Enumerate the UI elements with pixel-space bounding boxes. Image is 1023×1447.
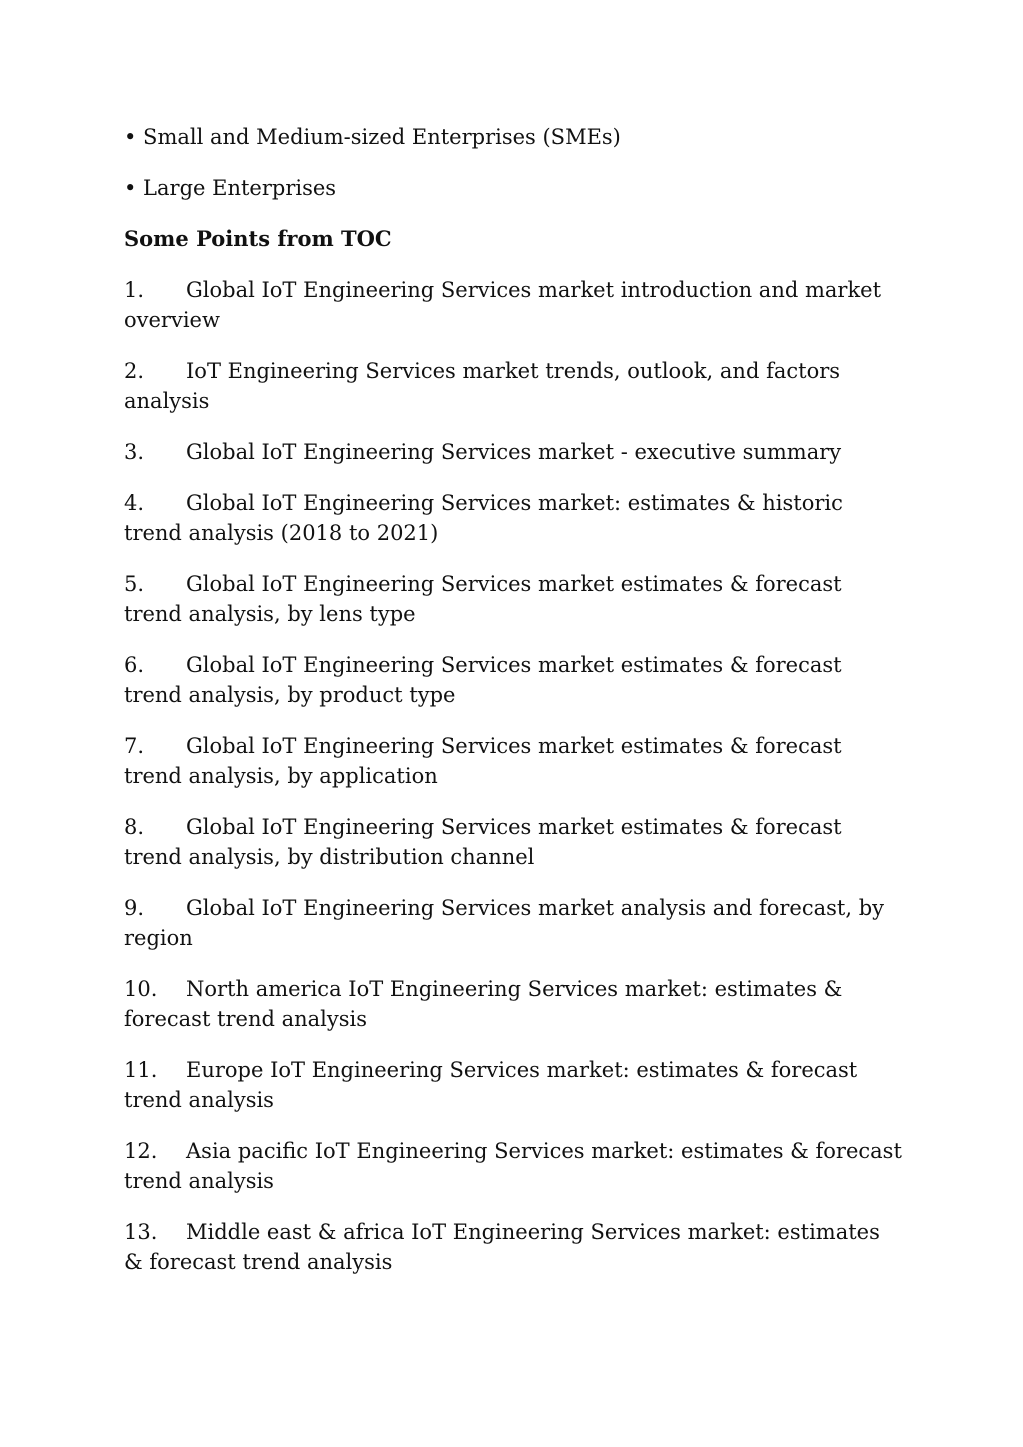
toc-item-13 xyxy=(124,1217,904,1277)
toc-item-6 xyxy=(124,650,904,710)
toc-item-11 xyxy=(124,1055,904,1115)
toc-item-number: 11. xyxy=(124,1058,158,1082)
toc-item-8 xyxy=(124,812,904,872)
toc-item-3 xyxy=(124,437,904,467)
toc-item-text: Middle east & africa IoT Engineering Services market: estimates & forecast trend analysis xyxy=(124,1220,880,1274)
toc-item-number: 10. xyxy=(124,977,158,1001)
toc-item-number: 6. xyxy=(124,653,145,677)
toc-item-7 xyxy=(124,731,904,791)
toc-item-text: Global IoT Engineering Services market estimates & forecast trend analysis, by product type xyxy=(124,653,842,707)
toc-item-number: 2. xyxy=(124,359,145,383)
toc-item-text: Global IoT Engineering Services market estimates & forecast trend analysis, by application xyxy=(124,734,842,788)
toc-item-text: North america IoT Engineering Services market: estimates & forecast trend analysis xyxy=(124,977,843,1031)
toc-item-5 xyxy=(124,569,904,629)
toc-item-number: 4. xyxy=(124,491,145,515)
toc-heading: Some Points from TOC xyxy=(124,226,392,251)
toc-item-text: Global IoT Engineering Services market: estimates & historic trend analysis (2018 to 2021) xyxy=(124,491,843,545)
toc-item-text: Europe IoT Engineering Services market: estimates & forecast trend analysis xyxy=(124,1058,858,1112)
toc-item-number: 8. xyxy=(124,815,145,839)
toc-item-number: 3. xyxy=(124,440,145,464)
toc-item-2 xyxy=(124,356,904,416)
toc-item-number: 7. xyxy=(124,734,145,758)
document-page xyxy=(124,122,904,1298)
bullet-item-large-enterprises: • Large Enterprises xyxy=(124,176,337,200)
toc-item-number: 1. xyxy=(124,278,145,302)
toc-item-number: 13. xyxy=(124,1220,158,1244)
toc-item-number: 9. xyxy=(124,896,145,920)
toc-item-text: Asia pacific IoT Engineering Services market: estimates & forecast trend analysis xyxy=(124,1139,902,1193)
toc-item-text: Global IoT Engineering Services market introduction and market overview xyxy=(124,278,882,332)
toc-item-number: 12. xyxy=(124,1139,158,1163)
toc-item-number: 5. xyxy=(124,572,145,596)
toc-item-text: Global IoT Engineering Services market estimates & forecast trend analysis, by distribution channel xyxy=(124,815,842,869)
toc-item-12 xyxy=(124,1136,904,1196)
bullet-item-smes: • Small and Medium-sized Enterprises (SMEs) xyxy=(124,125,621,149)
toc-item-text: Global IoT Engineering Services market - executive summary xyxy=(186,440,842,464)
toc-item-text: Global IoT Engineering Services market estimates & forecast trend analysis, by lens type xyxy=(124,572,842,626)
toc-item-10 xyxy=(124,974,904,1034)
toc-item-1 xyxy=(124,275,904,335)
toc-item-4 xyxy=(124,488,904,548)
toc-item-9 xyxy=(124,893,904,953)
toc-item-text: IoT Engineering Services market trends, outlook, and factors analysis xyxy=(124,359,841,413)
toc-item-text: Global IoT Engineering Services market analysis and forecast, by region xyxy=(124,896,885,950)
